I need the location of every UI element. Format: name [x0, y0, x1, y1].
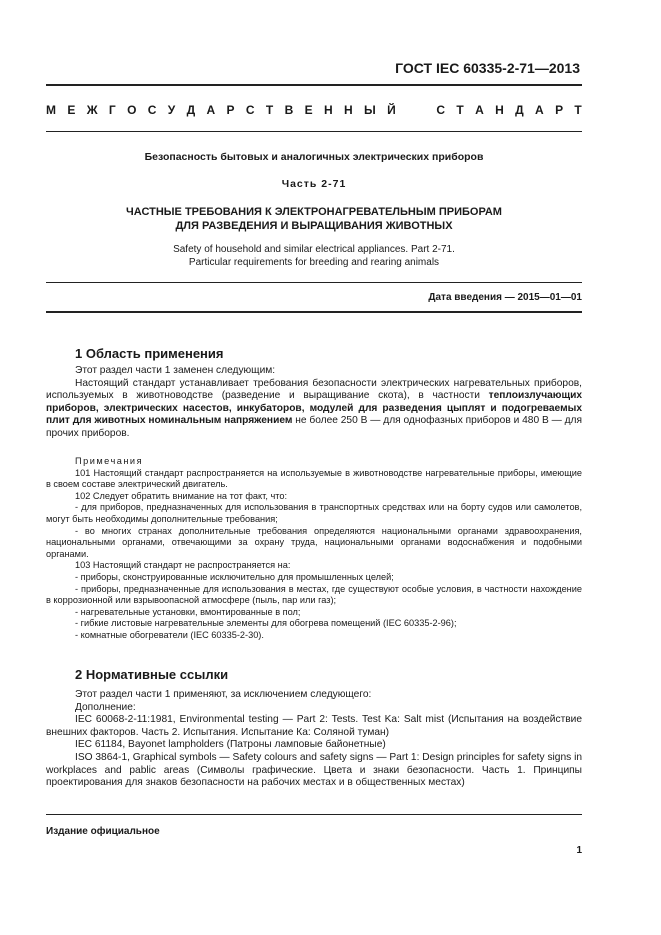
banner-letter: А — [475, 103, 484, 117]
intro-rule-top — [46, 282, 582, 283]
banner-letter: С — [147, 103, 157, 117]
banner-letter: Г — [108, 103, 116, 117]
footer-rule — [46, 814, 582, 815]
banner-letter: Й — [387, 103, 396, 117]
title-line-2: ДЛЯ РАЗВЕДЕНИЯ И ВЫРАЩИВАНИЯ ЖИВОТНЫХ — [175, 220, 453, 232]
section-1-heading: 1 Область применения — [75, 346, 224, 361]
note-103: 103 Настоящий стандарт не распространяется на: — [75, 560, 291, 571]
intro-rule-bottom — [46, 311, 582, 313]
banner-letter — [407, 103, 410, 117]
banner-letter: О — [127, 103, 137, 117]
standard-subtitle: Безопасность бытовых и аналогичных электрических приборов — [144, 151, 484, 163]
title-line-1: ЧАСТНЫЕ ТРЕБОВАНИЯ К ЭЛЕКТРОНАГРЕВАТЕЛЬНЫМ ПРИБОРАМ — [126, 206, 502, 218]
banner-letter: Н — [495, 103, 504, 117]
banner-letter: Ы — [363, 103, 376, 117]
section-1-body — [46, 365, 582, 441]
introduction-date: Дата введения — 2015—01—01 — [428, 292, 582, 303]
note-101: 101 Настоящий стандарт распространяется на используемые в животноводстве нагревательные приборы, имеющие в своем составе электрический двигатель. — [46, 467, 582, 490]
section-2-addition: Дополнение: — [75, 701, 136, 713]
scope-text-bold: теплоизлучающих приборов, электрических насестов, инкубаторов, модулей для разведения цыплят и подогреваемых плит для животных номинальным напряжением — [46, 390, 582, 427]
english-title-line-2: Particular requirements for breeding and rearing animals — [188, 257, 440, 268]
reference-iso-3864: ISO 3864-1, Graphical symbols — Safety colours and safety signs — Part 1: Design principles for safety signs in workplaces and pablic areas (Символы графические. Цвета и знаки безопасности. Часть 1. Принципы проектирования для знаков безопасности на рабочих местах и в общественных местах) — [46, 751, 582, 789]
banner-letter: С — [245, 103, 255, 117]
interstate-standard-banner — [46, 103, 582, 117]
banner-letter: В — [284, 103, 294, 117]
header-rule-bottom — [46, 131, 582, 132]
standard-title — [46, 205, 582, 233]
english-title-line-1: Safety of household and similar electrical appliances. Part 2-71. — [173, 244, 455, 255]
note-102-item-a: - для приборов, предназначенных для использования в транспортных средствах или на борту судов или самолетов, могут быть необходимы дополнительные требования; — [46, 502, 582, 524]
banner-letter: Т — [265, 103, 274, 117]
banner-letter: Ж — [86, 103, 98, 117]
banner-letter: Д — [186, 103, 196, 117]
note-103-item-b: - приборы, предназначенные для использования в местах, где существуют особые условия, в частности нахождение в коррозионной или взрывоопасной атмосфере (пыль, пар или газ); — [46, 583, 582, 606]
banner-letter: А — [535, 103, 544, 117]
note-103-item-e: - комнатные обогреватели (IEC 60335-2-30). — [75, 629, 264, 640]
scope-text-a: Настоящий стандарт устанавливает требования безопасности электрических нагревательных приборов, используемых в животноводстве (разведение и выращивание скота), в частности — [46, 377, 582, 402]
note-103-item-d: - гибкие листовые нагревательные элементы для обогрева помещений (IEC 60335-2-96); — [75, 618, 457, 629]
banner-letter: Т — [456, 103, 464, 117]
note-103-item-c: - нагревательные установки, вмонтированные в пол; — [75, 606, 301, 617]
banner-letter: М — [46, 103, 56, 117]
banner-letter: С — [436, 103, 446, 117]
banner-letter: А — [206, 103, 216, 117]
banner-letter: Е — [304, 103, 313, 117]
banner-letter: Е — [67, 103, 76, 117]
section-1-notes — [46, 456, 582, 642]
note-103-item-a: - приборы, сконструированные исключительно для промышленных целей; — [75, 571, 394, 582]
notes-heading: Примечания — [75, 456, 144, 466]
banner-letter: Р — [226, 103, 235, 117]
section-1-intro: Этот раздел части 1 заменен следующим: — [75, 365, 276, 376]
english-title — [46, 243, 582, 269]
official-edition: Издание официальное — [46, 826, 160, 837]
banner-letter: У — [167, 103, 176, 117]
page-number: 1 — [576, 845, 582, 856]
banner-letter: Д — [515, 103, 524, 117]
gost-code: ГОСТ IEC 60335-2-71—2013 — [395, 60, 580, 76]
scope-text-b: не более 250 В — для однофазных приборов и 480 В — для прочих приборов. — [46, 415, 582, 439]
section-1-scope — [46, 378, 582, 441]
reference-iec-61184: IEC 61184, Bayonet lampholders (Патроны ламповые байонетные) — [75, 739, 386, 751]
note-102-item-b: - во многих странах дополнительные требования определяются национальными органами здравоохранения, национальными органами, отвечающими за охрану труда, национальными органами водоснабжения и подобными органами. — [46, 525, 582, 559]
banner-letter: Р — [555, 103, 564, 117]
section-2-heading: 2 Нормативные ссылки — [75, 667, 229, 682]
banner-letter — [422, 103, 425, 117]
note-102: 102 Следует обратить внимание на тот факт, что: — [75, 490, 288, 501]
section-2-intro: Этот раздел части 1 применяют, за исключением следующего: — [75, 689, 372, 700]
standard-part: Часть 2-71 — [281, 178, 347, 190]
banner-letter: Т — [574, 103, 582, 117]
reference-iec-60068: IEC 60068-2-11:1981, Environmental testing — Part 2: Tests. Test Ka: Salt mist (Испытания на воздействие внешних факторов. Часть 2. Испытания. Испытание Ка: Соляной туман) — [46, 714, 582, 738]
header-rule-top — [46, 84, 582, 86]
banner-letter: Н — [323, 103, 333, 117]
banner-letter: Н — [343, 103, 353, 117]
section-2-body — [46, 689, 582, 790]
